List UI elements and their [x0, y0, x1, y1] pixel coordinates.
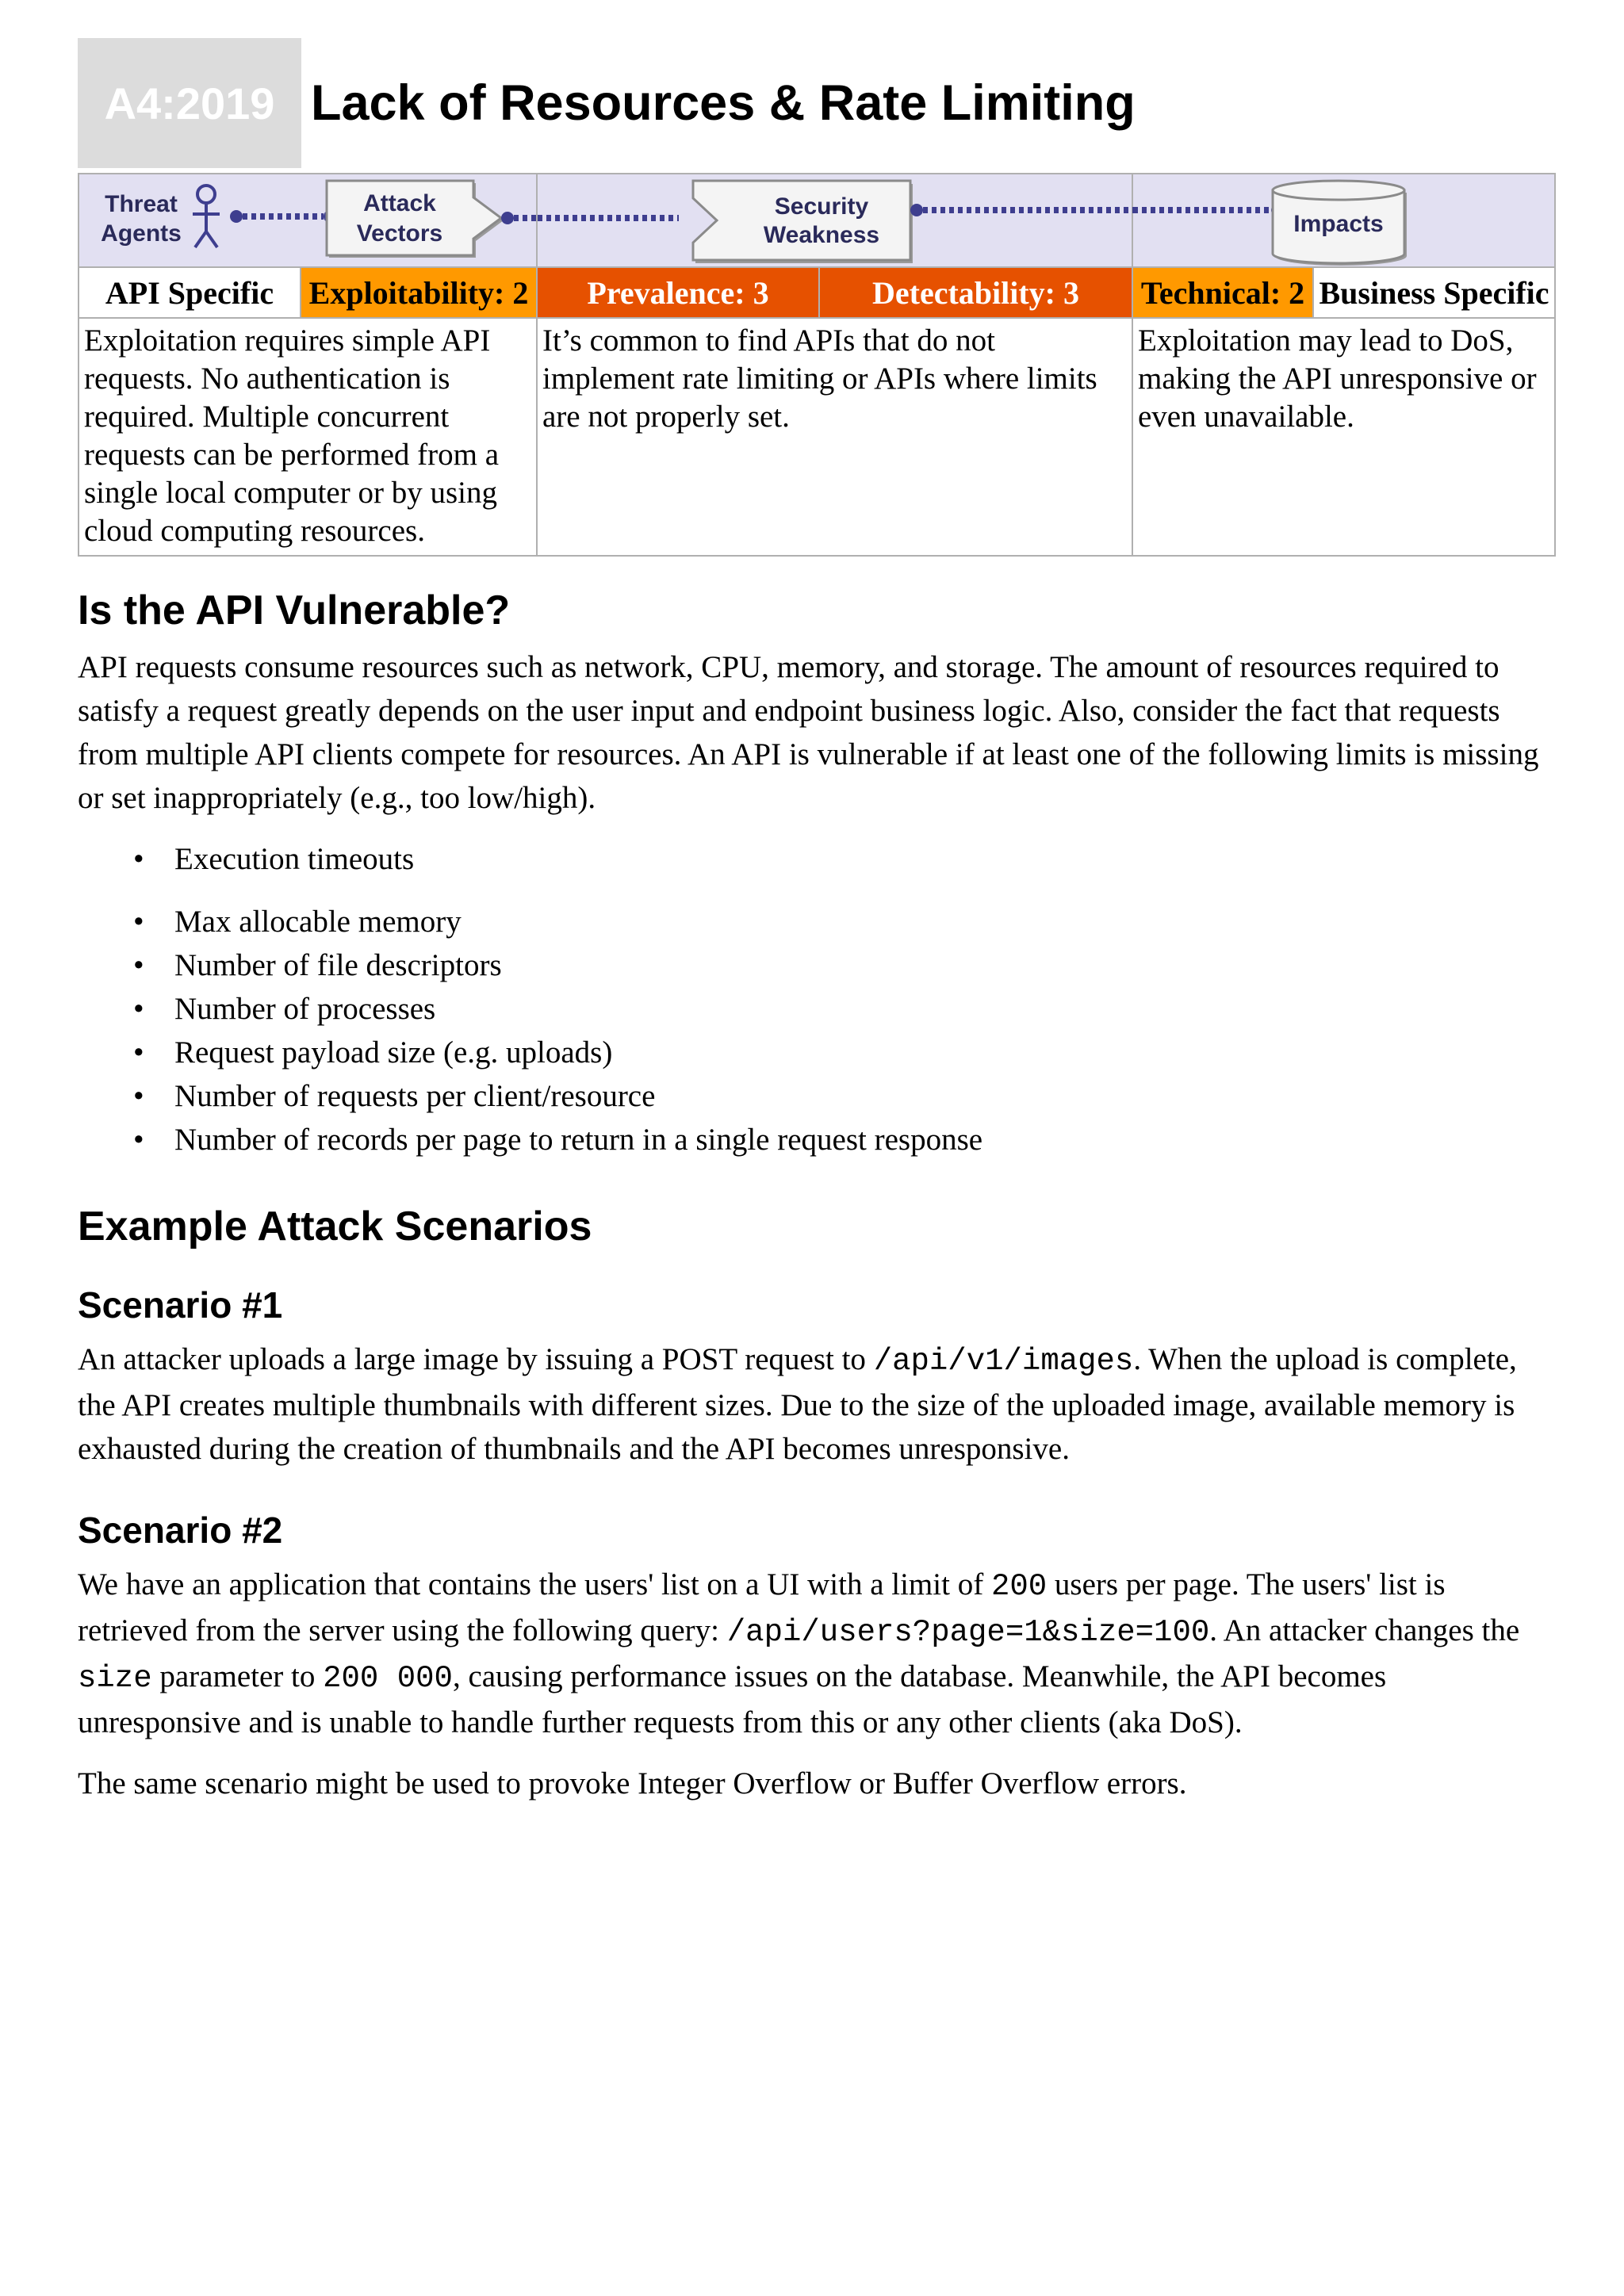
list-item: • Number of file descriptors	[78, 943, 1554, 987]
list-item: • Request payload size (e.g. uploads)	[78, 1031, 1554, 1074]
impacts-cell	[1132, 174, 1555, 267]
scenario-2-closing: The same scenario might be used to provoke Integer Overflow or Buffer Overflow errors.	[78, 1766, 1187, 1800]
detectability-rating: Detectability: 3	[819, 267, 1132, 318]
title-row	[78, 38, 1554, 168]
vulnerable-heading: Is the API Vulnerable?	[78, 587, 511, 633]
code-param: size	[78, 1661, 152, 1696]
threat-agents-label-2: Agents	[101, 220, 182, 247]
list-item: • Max allocable memory	[78, 900, 1554, 943]
threat-agents-diagram	[79, 174, 538, 266]
security-weakness-cell	[537, 174, 1132, 267]
attack-vectors-label-1: Attack	[363, 190, 436, 216]
scenario-2-heading: Scenario #2	[78, 1510, 283, 1551]
list-item: • Number of processes	[78, 987, 1554, 1031]
scenario-2-text: We have an application that contains the users' list on a UI with a limit of 200 users per page. The users' list is retrieved from the server using the following query: /api/users?page=1&size=100. An attacker changes the size parameter to 200 000, causing performance issues on the database. Meanwhile, the API becomes unresponsive and is unable to handle further requests from this or any other clients (aka DoS).	[78, 1567, 1520, 1739]
page	[78, 38, 1554, 1805]
business-specific-label: Business Specific	[1313, 267, 1555, 318]
prevalence-rating: Prevalence: 3	[537, 267, 819, 318]
page-title: Lack of Resources & Rate Limiting	[311, 75, 1136, 131]
api-specific-label: API Specific	[79, 267, 301, 318]
list-item: • Execution timeouts	[78, 837, 1554, 881]
scenario-1-heading: Scenario #1	[78, 1284, 283, 1326]
scenarios-heading: Example Attack Scenarios	[78, 1203, 592, 1249]
scenario-1-text: An attacker uploads a large image by issuing a POST request to /api/v1/images. When the upload is complete, the API creates multiple thumbnails with different sizes. Due to the size of the uploaded image, available memory is exhausted during the creation of thumbnails and the API becomes unresponsive.	[78, 1342, 1517, 1466]
security-weakness-label-1: Security	[774, 193, 869, 220]
weakness-description: It’s common to find APIs that do not implement rate limiting or APIs where limits are not properly set.	[537, 318, 1132, 556]
code-query: /api/users?page=1&size=100	[726, 1615, 1210, 1650]
list-item: • Number of requests per client/resource	[78, 1074, 1554, 1118]
exploitability-description: Exploitation requires simple API requests. No authentication is required. Multiple concurrent requests can be performed from a single local computer or by using cloud computing resources.	[79, 318, 537, 556]
threat-agents-label-1: Threat	[105, 191, 178, 217]
connector-dot	[501, 212, 514, 224]
list-item: • Number of records per page to return in a single request response	[78, 1118, 1554, 1161]
code-endpoint: /api/v1/images	[873, 1344, 1134, 1379]
risk-diagram-row	[79, 174, 1555, 267]
limits-list-first	[78, 837, 1554, 881]
impacts-label: Impacts	[1293, 211, 1384, 237]
connector-dotted-1	[230, 210, 336, 223]
code-value: 200 000	[323, 1661, 453, 1696]
risk-id-badge: A4:2019	[78, 38, 301, 168]
ratings-row	[79, 267, 1555, 318]
exploitability-rating: Exploitability: 2	[301, 267, 537, 318]
impact-description: Exploitation may lead to DoS, making the API unresponsive or even unavailable.	[1132, 318, 1555, 556]
descriptions-row	[79, 318, 1555, 556]
limits-list	[78, 900, 1554, 1161]
impacts-diagram	[1133, 174, 1556, 266]
connector-dot	[910, 204, 923, 216]
security-weakness-label-2: Weakness	[763, 222, 880, 248]
attack-vectors-label-2: Vectors	[356, 220, 443, 247]
risk-rating-table	[78, 173, 1556, 557]
security-weakness-diagram	[538, 174, 1133, 266]
code-limit: 200	[990, 1569, 1048, 1604]
technical-rating: Technical: 2	[1132, 267, 1313, 318]
vulnerable-intro: API requests consume resources such as network, CPU, memory, and storage. The amount of resources required to satisfy a request greatly depends on the user input and endpoint business logic. Also, consider the fact that requests from multiple API clients compete for resources. An API is vulnerable if at least one of the following limits is missing or set inappropriately (e.g., too low/high).	[78, 650, 1539, 815]
threat-agents-cell	[79, 174, 537, 267]
person-icon	[193, 186, 220, 247]
